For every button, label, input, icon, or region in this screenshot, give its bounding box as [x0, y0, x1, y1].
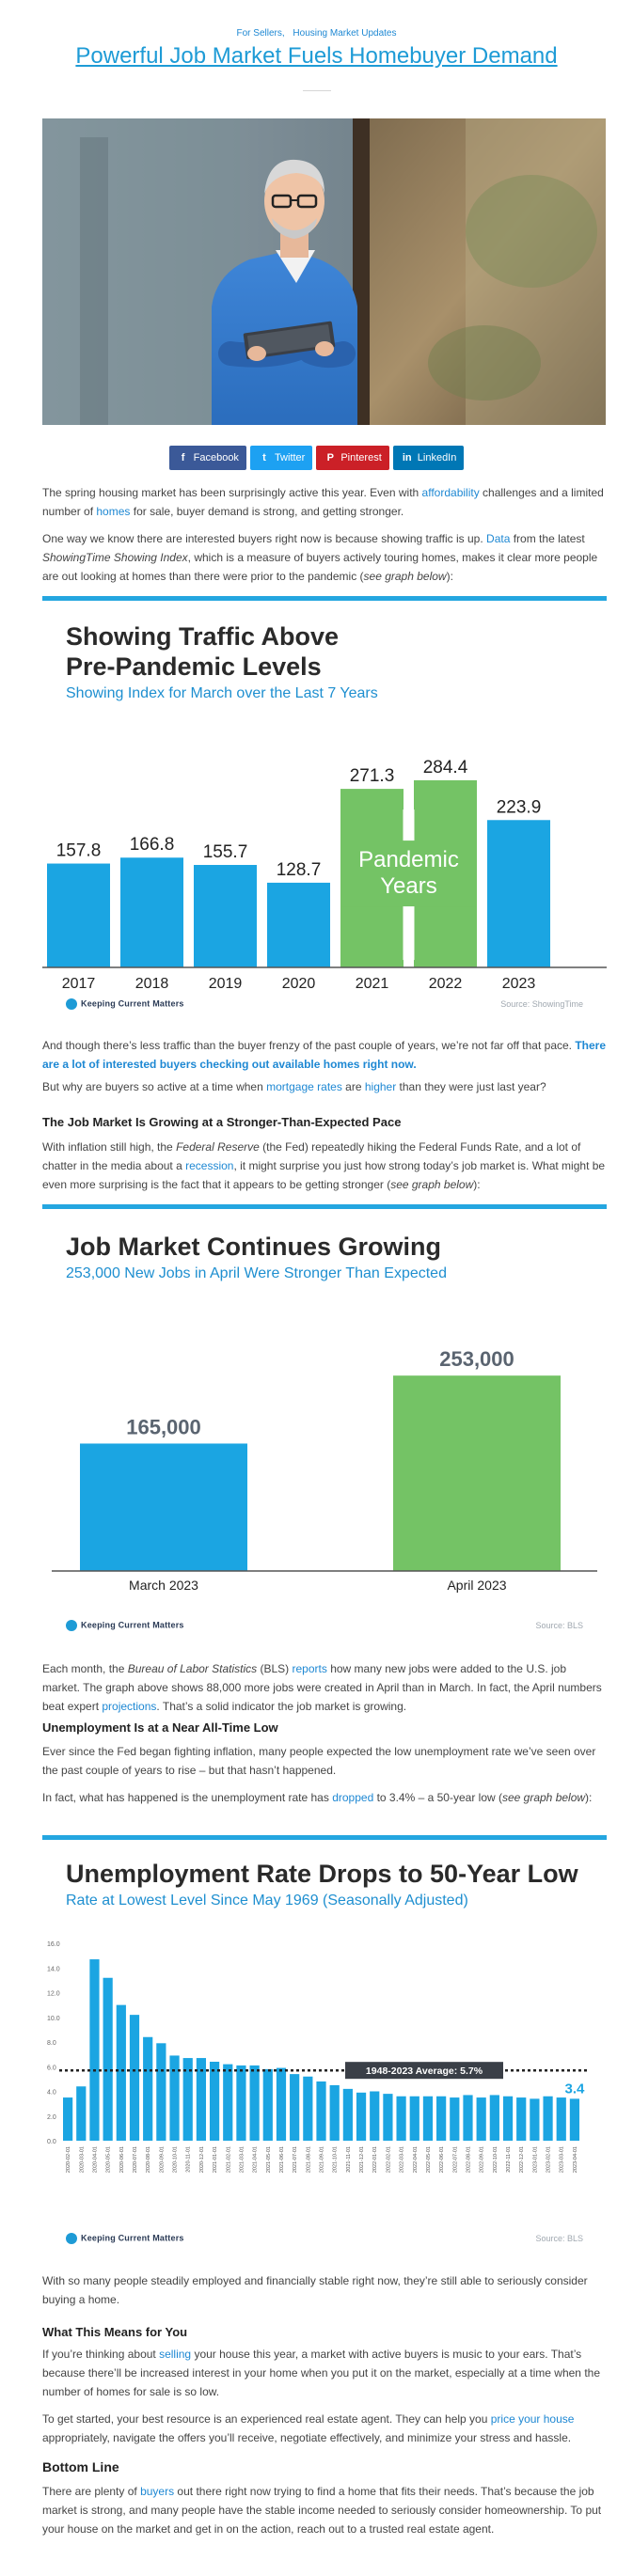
x-tick-label: 2020-04-01 — [92, 2146, 99, 2174]
x-tick-label: 2023 — [501, 976, 536, 992]
last-value-label: 3.4 — [564, 2081, 585, 2097]
chart-bar — [290, 2074, 299, 2141]
y-tick-label: 4.0 — [47, 2089, 56, 2097]
pandemic-annotation: Years — [380, 873, 437, 900]
paragraph — [42, 1659, 607, 1716]
x-tick-label: 2022-01-01 — [372, 2146, 379, 2174]
section-heading: Unemployment Is at a Near All-Time Low — [42, 1720, 278, 1735]
job-market-chart — [42, 1209, 607, 1641]
chart-bar — [356, 2093, 366, 2141]
inline-link[interactable]: Data — [486, 532, 511, 545]
kcm-logo-icon — [66, 1620, 77, 1631]
paragraph-text: ): — [473, 1178, 481, 1191]
unemployment-plot — [42, 1915, 607, 2225]
paragraph-text: Each month, the — [42, 1662, 128, 1675]
paragraph — [42, 529, 607, 586]
paragraph-text: But why are buyers so active at a time when — [42, 1080, 267, 1093]
paragraph-text: from the latest — [510, 532, 585, 545]
x-tick-label: 2020-07-01 — [133, 2146, 139, 2174]
average-label: 1948-2023 Average: 5.7% — [365, 2066, 483, 2078]
y-tick-label: 6.0 — [47, 2065, 56, 2072]
section-heading: Bottom Line — [42, 2459, 119, 2474]
chart-bar — [450, 2097, 459, 2141]
paragraph-text: see graph below — [390, 1178, 474, 1191]
x-tick-label: 2021-08-01 — [306, 2146, 312, 2174]
category-links — [0, 28, 633, 39]
chart-bar — [330, 2085, 340, 2141]
paragraph — [42, 1036, 607, 1074]
x-tick-label: 2021 — [355, 976, 389, 992]
paragraph-text: see graph below — [501, 1791, 586, 1804]
unemployment-chart — [42, 1840, 607, 2254]
paragraph-text: for sale, buyer demand is strong, and getting stronger. — [130, 505, 404, 518]
bar-value-label: 128.7 — [276, 859, 322, 880]
x-tick-label: 2022-07-01 — [452, 2146, 459, 2174]
chart-bar — [223, 2065, 232, 2141]
chart-bar — [490, 2095, 499, 2141]
chart-bar — [463, 2095, 472, 2141]
title-divider — [303, 90, 331, 91]
chart-subtitle: Rate at Lowest Level Since May 1969 (Seasonally Adjusted) — [66, 1893, 468, 1908]
chart-bar — [423, 2097, 433, 2141]
chart-bar — [530, 2098, 539, 2141]
chart-bar — [194, 865, 257, 967]
x-tick-label: 2021-06-01 — [278, 2146, 285, 2174]
paragraph-text: To get started, your best resource is an experienced real estate agent. They can help you — [42, 2412, 491, 2426]
inline-link[interactable]: price your house — [490, 2412, 575, 2426]
pandemic-annotation: Pandemic — [358, 847, 459, 873]
chart-bar — [370, 2092, 379, 2142]
y-tick-label: 2.0 — [47, 2113, 56, 2121]
bar-value-label: 284.4 — [422, 757, 468, 778]
paragraph-text: With so many people steadily employed and financially stable right now, they’re still able to seriously consider buying a home. — [42, 2274, 588, 2306]
chart-bar — [103, 1978, 113, 2141]
x-tick-label: 2020-12-01 — [198, 2146, 205, 2174]
paragraph-text: , it might surprise you just how strong today’s job market is. What might be even more surprising is the fact that it appears to be getting stronger ( — [42, 1159, 606, 1191]
facebook-icon: f — [181, 452, 185, 463]
paragraph — [42, 1138, 607, 1194]
x-tick-label: 2020-10-01 — [172, 2146, 179, 2174]
job-market-plot — [42, 1303, 607, 1613]
chart-bar — [80, 1443, 247, 1571]
chart-bar — [570, 2098, 579, 2141]
chart-subtitle: 253,000 New Jobs in April Were Stronger Than Expected — [66, 1265, 447, 1281]
x-tick-label: 2021-01-01 — [213, 2146, 219, 2174]
x-tick-label: 2023-02-01 — [546, 2146, 552, 2174]
chart-bar — [169, 2055, 179, 2141]
bar-value-label: 155.7 — [202, 842, 248, 863]
y-tick-label: 14.0 — [47, 1966, 60, 1973]
paragraph — [42, 1788, 607, 1807]
x-tick-label: 2022-02-01 — [386, 2146, 392, 2174]
twitter-icon: t — [262, 452, 266, 463]
chart-bar — [410, 2097, 419, 2141]
paragraph-text: Bureau of Labor Statistics — [127, 1662, 258, 1675]
paragraph-text: Ever since the Fed began fighting inflation, many people expected the low unemployment rate we’ve seen over the past couple of years to rise – but that hasn’t happened. — [42, 1745, 596, 1777]
chart-bar — [316, 2081, 325, 2141]
x-tick-label: 2023-01-01 — [532, 2146, 539, 2174]
inline-link[interactable]: reports — [292, 1662, 327, 1675]
brand-logo: Keeping Current Matters — [66, 2233, 184, 2244]
inline-link[interactable]: higher — [364, 1080, 397, 1093]
x-tick-label: 2023-03-01 — [559, 2146, 565, 2174]
section-heading: What This Means for You — [42, 2325, 188, 2339]
man-with-tablet-photo — [42, 118, 606, 425]
chart-bar — [156, 2043, 166, 2141]
chart-bar — [396, 2097, 405, 2141]
x-tick-label: 2022-12-01 — [519, 2146, 526, 2174]
chart-bar — [210, 2062, 219, 2141]
paragraph-text: Federal Reserve — [176, 1140, 260, 1154]
paragraph-text: And though there’s less traffic than the buyer frenzy of the past couple of years, we’re not far off that pace. — [42, 1039, 576, 1052]
chart-bar — [250, 2066, 260, 2141]
x-tick-label: 2020-05-01 — [105, 2146, 112, 2174]
chart-bar — [393, 1375, 561, 1571]
chart-bar — [47, 864, 110, 967]
x-tick-label: 2020-11-01 — [185, 2146, 192, 2173]
x-tick-label: 2021-07-01 — [293, 2146, 299, 2174]
chart-bar — [120, 857, 183, 967]
paragraph-text: how many new jobs were added to the U.S. job market. The graph above shows 88,000 more jobs were created in April than in March. In fact, the April numbers beat expert — [42, 1662, 602, 1713]
paragraph-text: , which is a measure of buyers actively touring homes, makes it clear more people are out looking at homes than there were prior to the pandemic ( — [42, 551, 598, 583]
inline-link[interactable]: homes — [96, 505, 131, 518]
paragraph — [42, 2271, 607, 2309]
x-tick-label: 2020-09-01 — [159, 2146, 166, 2174]
paragraph — [42, 483, 607, 521]
inline-link[interactable]: mortgage rates — [266, 1080, 342, 1093]
x-tick-label: 2018 — [135, 976, 169, 992]
x-tick-label: 2022-06-01 — [439, 2146, 446, 2174]
y-tick-label: 10.0 — [47, 2015, 60, 2022]
chart-subtitle: Showing Index for March over the Last 7 Years — [66, 685, 378, 701]
category-link-sellers[interactable]: For Sellers, — [236, 28, 285, 39]
chart-bar — [143, 2037, 152, 2141]
paragraph-text: your house this year, a market with active buyers is music to your ears. That’s because there’ll be increased interest in your home when you put it on the market, especially at a time when the number of homes for sale is so low. — [42, 2348, 600, 2398]
paragraph-text: (the Fed) repeatedly hiking the Federal Funds Rate, and a lot of chatter in the media about a — [42, 1140, 581, 1172]
paragraph — [42, 2482, 607, 2538]
chart-title: Job Market Continues Growing — [66, 1233, 442, 1261]
x-tick-label: April 2023 — [447, 1578, 507, 1593]
x-tick-label: 2021-05-01 — [265, 2146, 272, 2174]
bar-value-label: 253,000 — [439, 1347, 514, 1372]
x-tick-label: March 2023 — [129, 1578, 198, 1593]
showing-traffic-chart — [42, 601, 607, 1019]
paragraph-text: see graph below — [363, 570, 447, 583]
chart-bar — [263, 2069, 273, 2141]
share-pinterest-button[interactable]: P Pinterest — [316, 446, 388, 470]
x-tick-label: 2021-04-01 — [252, 2146, 259, 2174]
paragraph-text: . That’s a solid indicator the job market is growing. — [156, 1700, 407, 1713]
bar-value-label: 271.3 — [349, 766, 395, 787]
chart-bar — [117, 2005, 126, 2141]
y-tick-label: 8.0 — [47, 2040, 56, 2047]
bar-value-label: 157.8 — [55, 840, 102, 861]
chart-bar — [89, 1959, 99, 2141]
x-tick-label: 2022-08-01 — [466, 2146, 472, 2174]
paragraph — [42, 1077, 607, 1096]
x-tick-label: 2019 — [208, 976, 243, 992]
bar-value-label: 165,000 — [126, 1415, 201, 1439]
kcm-logo-icon — [66, 2233, 77, 2244]
chart-bar — [383, 2094, 392, 2141]
chart-bar — [543, 2097, 552, 2141]
chart-bar — [343, 2089, 353, 2141]
paragraph-text: If you’re thinking about — [42, 2348, 160, 2361]
x-tick-label: 2022 — [428, 976, 463, 992]
x-tick-label: 2021-10-01 — [332, 2146, 339, 2174]
x-tick-label: 2021-09-01 — [319, 2146, 325, 2174]
y-tick-label: 0.0 — [47, 2139, 56, 2145]
x-tick-label: 2020-08-01 — [146, 2146, 152, 2174]
share-buttons — [0, 446, 633, 470]
paragraph-text: to 3.4% – a 50-year low ( — [373, 1791, 502, 1804]
paragraph-text: appropriately, navigate the offers you’ll receive, negotiate effectively, and minimize your stress and hassle. — [42, 2431, 572, 2444]
chart-bar — [477, 2097, 486, 2141]
paragraph-text: ShowingTime Showing Index — [42, 551, 188, 564]
x-tick-label: 2021-02-01 — [226, 2146, 232, 2174]
linkedin-icon: in — [402, 452, 412, 463]
x-tick-label: 2022-10-01 — [492, 2146, 498, 2174]
x-tick-label: 2020-06-01 — [119, 2146, 125, 2174]
share-linkedin-button[interactable]: in LinkedIn — [393, 446, 465, 470]
chart-source: Source: ShowingTime — [500, 999, 583, 1009]
paragraph-text: challenges and a limited number of — [42, 486, 604, 518]
bar-value-label: 166.8 — [129, 835, 175, 856]
inline-link[interactable]: affordability — [421, 486, 480, 499]
chart-bar — [516, 2097, 526, 2141]
paragraph-text: The spring housing market has been surprisingly active this year. Even with — [42, 486, 422, 499]
paragraph-text: With inflation still high, the — [42, 1140, 177, 1154]
paragraph-text: One way we know there are interested buyers right now is because showing traffic is up. — [42, 532, 487, 545]
section-heading: The Job Market Is Growing at a Stronger-Than-Expected Pace — [42, 1115, 402, 1129]
x-tick-label: 2017 — [61, 976, 96, 992]
page-title[interactable]: Powerful Job Market Fuels Homebuyer Demand — [75, 43, 558, 69]
x-tick-label: 2022-11-01 — [506, 2146, 513, 2173]
category-link-market-updates[interactable]: Housing Market Updates — [293, 28, 397, 39]
showing-traffic-plot — [42, 714, 607, 996]
chart-bar — [130, 2015, 139, 2141]
paragraph — [42, 2345, 607, 2401]
chart-title: Unemployment Rate Drops to 50-Year Low — [66, 1860, 578, 1888]
kcm-logo-icon — [66, 998, 77, 1010]
inline-link[interactable]: There are a lot of interested buyers checking out available homes right now. — [42, 1039, 607, 1071]
x-tick-label: 2022-05-01 — [425, 2146, 432, 2174]
paragraph-text: ): — [446, 570, 453, 583]
paragraph-text: are — [341, 1080, 365, 1093]
chart-bar — [436, 2097, 446, 2141]
paragraph-text: than they were just last year? — [396, 1080, 546, 1093]
share-twitter-button[interactable]: t Twitter — [250, 446, 312, 470]
paragraph — [42, 1742, 607, 1780]
chart-source: Source: BLS — [535, 2234, 583, 2243]
x-tick-label: 2020 — [281, 976, 316, 992]
chart-title: Showing Traffic Above Pre-Pandemic Levels — [66, 622, 340, 681]
chart-bar — [267, 883, 330, 967]
inline-link[interactable]: dropped — [332, 1791, 374, 1804]
x-tick-label: 2020-03-01 — [79, 2146, 86, 2174]
chart-bar — [236, 2066, 245, 2141]
bar-value-label: 223.9 — [496, 797, 542, 818]
x-tick-label: 2022-03-01 — [399, 2146, 405, 2174]
inline-link[interactable]: projections — [102, 1700, 157, 1713]
paragraph-text: ): — [585, 1791, 593, 1804]
brand-logo: Keeping Current Matters — [66, 1620, 184, 1631]
inline-link[interactable]: selling — [159, 2348, 192, 2361]
x-tick-label: 2021-12-01 — [359, 2146, 366, 2174]
chart-bar — [76, 2086, 86, 2141]
paragraph-text: There are plenty of — [42, 2485, 141, 2498]
x-tick-label: 2023-04-01 — [572, 2146, 578, 2174]
chart-bar — [303, 2077, 312, 2141]
x-tick-label: 2021-03-01 — [239, 2146, 245, 2174]
chart-bar — [557, 2097, 566, 2141]
x-tick-label: 2020-02-01 — [66, 2146, 72, 2174]
paragraph-text: out there right now trying to find a home that fits their needs. That’s because the job market is strong, and many people have the stable income needed to seriously consider homeownership. To put your house on the market and get in on the action, reach out to a trusted real estate agent. — [42, 2485, 602, 2536]
inline-link[interactable]: buyers — [140, 2485, 175, 2498]
chart-source: Source: BLS — [535, 1621, 583, 1630]
share-facebook-button[interactable]: f Facebook — [169, 446, 246, 470]
y-tick-label: 16.0 — [47, 1941, 60, 1948]
paragraph — [42, 2410, 607, 2447]
x-tick-label: 2022-04-01 — [412, 2146, 419, 2174]
chart-bar — [487, 820, 550, 967]
x-tick-label: 2021-11-01 — [345, 2146, 352, 2173]
inline-link[interactable]: recession — [185, 1159, 234, 1172]
paragraph-text: In fact, what has happened is the unemployment rate has — [42, 1791, 333, 1804]
chart-bar — [277, 2068, 286, 2141]
chart-bar — [503, 2097, 513, 2141]
paragraph-text: (BLS) — [257, 1662, 293, 1675]
brand-logo: Keeping Current Matters — [66, 998, 184, 1010]
hero-image — [42, 118, 606, 425]
x-tick-label: 2022-09-01 — [479, 2146, 485, 2174]
pinterest-icon: P — [326, 452, 335, 463]
y-tick-label: 12.0 — [47, 1990, 60, 1998]
chart-bar — [63, 2097, 72, 2141]
